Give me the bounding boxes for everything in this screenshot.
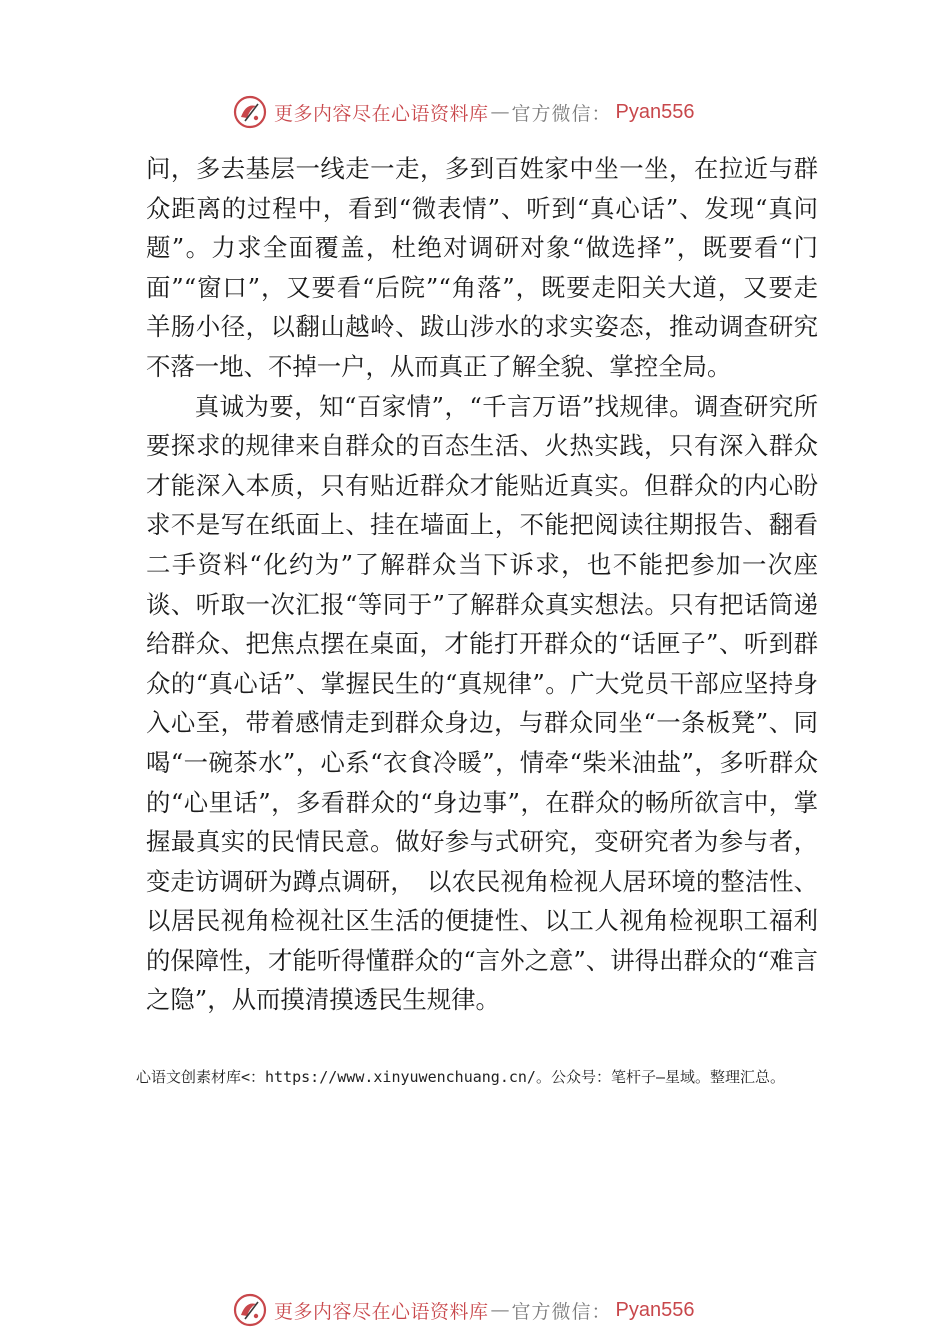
source-note: 心语文创素材库<：https://www.xinyuwenchuang.cn/。公众号：笔杆子—星域。整理汇总。 [136, 1068, 785, 1086]
seal-logo-icon [232, 94, 268, 130]
banner-wechat-id: Pyan556 [615, 1298, 695, 1321]
banner-wechat-id: Pyan556 [615, 100, 695, 123]
banner-main-text: 更多内容尽在心语资料库 [274, 1300, 489, 1323]
header-banner [232, 92, 752, 132]
banner-wechat-label: 官方微信： [511, 102, 612, 125]
banner-wechat-label: 官方微信： [511, 1300, 612, 1323]
paragraph-continued: 问，多去基层一线走一走，多到百姓家中坐一坐，在拉近与群众距离的过程中，看到“微表情”、听到“真心话”、发现“真问题”。力求全面覆盖，杜绝对调研对象“做选择”，既要看“门面”“窗口”，又要看“后院”“角落”，既要走阳关大道，又要走羊肠小径，以翻山越岭、跋山涉水的求实姿态，推动调查研究不落一地、不掉一户，从而真正了解全貌、掌控全局。 [146, 154, 818, 381]
seal-logo-icon [232, 1292, 268, 1328]
footer-banner [232, 1290, 752, 1330]
paragraph-sincerity: 真诚为要，知“百家情”，“千言万语”找规律。调查研究所要探求的规律来自群众的百态生活、火热实践，只有深入群众才能深入本质，只有贴近群众才能贴近真实。但群众的内心盼求不是写在纸面上、挂在墙面上，不能把阅读往期报告、翻看二手资料“化约为”了解群众当下诉求，也不能把参加一次座谈、听取一次汇报“等同于”了解群众真实想法。只有把话筒递给群众、把焦点摆在桌面，才能打开群众的“话匣子”、听到群众的“真心话”、掌握民生的“真规律”。广大党员干部应坚持身入心至，带着感情走到群众身边，与群众同坐“一条板凳”、同喝“一碗茶水”，心系“衣食冷暖”，情牵“柴米油盐”，多听群众的“心里话”，多看群众的“身边事”，在群众的畅所欲言中，掌握最真实的民情民意。做好参与式研究，变研究者为参与者，变走访调研为蹲点调研， 以农民视角检视人居环境的整洁性、以居民视角检视社区生活的便捷性、以工人视角检视职工福利的保障性，才能听得懂群众的“言外之意”、讲得出群众的“难言之隐”，从而摸清摸透民生规律。 [146, 391, 818, 1015]
article-body [146, 149, 818, 1020]
banner-dash: — [490, 1299, 510, 1321]
banner-dash: — [490, 101, 510, 123]
banner-main-text: 更多内容尽在心语资料库 [274, 102, 489, 125]
